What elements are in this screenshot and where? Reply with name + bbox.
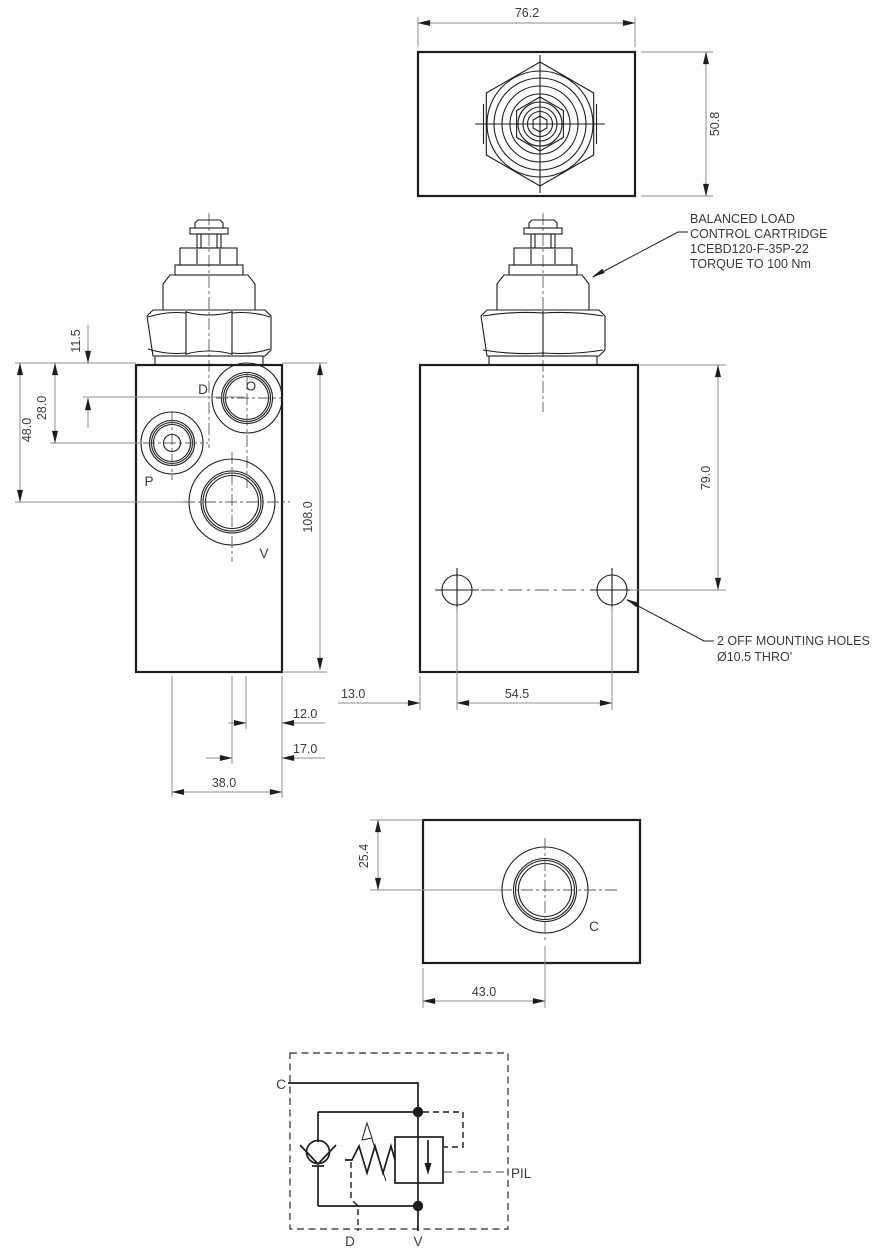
- top-view-hex-cartridge: [475, 55, 605, 193]
- dim-48-0: 48.0: [20, 417, 34, 443]
- front-port-d: [198, 363, 282, 488]
- adjustment-arrowhead: [362, 1123, 372, 1140]
- relief-valve-box: [395, 1137, 443, 1183]
- dim-43-0: 43.0: [471, 985, 497, 999]
- dim-25-4: 25.4: [357, 843, 371, 869]
- side-view: [338, 212, 870, 710]
- dim-28-0: 28.0: [35, 395, 49, 421]
- cartridge-note-arrowhead: [592, 269, 605, 277]
- adjustable-spring: [345, 1146, 395, 1173]
- dim-76-2: 76.2: [514, 6, 540, 20]
- check-valve-branch: [300, 1112, 418, 1206]
- check-valve-ball: [307, 1141, 330, 1164]
- cartridge-note: [592, 212, 828, 277]
- cartridge-note-line4: TORQUE TO 100 Nm: [690, 257, 811, 271]
- schematic-label-v: V: [413, 1234, 423, 1249]
- front-lock-nut: [180, 248, 237, 265]
- schematic-label-pil: PIL: [511, 1166, 532, 1181]
- side-cartridge: [481, 213, 605, 412]
- dim-54-5: 54.5: [504, 687, 530, 701]
- dim-108-0: 108.0: [301, 501, 315, 533]
- schematic-label-c: C: [276, 1077, 286, 1092]
- mounting-holes: [435, 568, 634, 612]
- top-view-width-dimension: [418, 6, 635, 47]
- mounting-note-line2: Ø10.5 THRO': [717, 650, 793, 664]
- check-valve-seat: [300, 1145, 336, 1164]
- schematic-label-d: D: [345, 1234, 355, 1249]
- bottom-dimension-port-x: [423, 946, 545, 1008]
- mounting-note-line1: 2 OFF MOUNTING HOLES: [717, 634, 870, 648]
- bottom-view: [357, 820, 640, 1008]
- top-view-height-dimension: [641, 52, 722, 196]
- port-p-label: P: [144, 474, 154, 489]
- dim-12-0: 12.0: [293, 707, 318, 721]
- front-dimensions-bottom: [172, 676, 325, 798]
- cartridge-note-line3: 1CEBD120-F-35P-22: [690, 242, 809, 256]
- side-dimension-hole-height: [630, 365, 726, 590]
- side-body-outline: [420, 365, 638, 672]
- front-port-p: [141, 412, 208, 489]
- dim-79-0: 79.0: [699, 465, 713, 491]
- port-d-label: D: [198, 382, 208, 397]
- mounting-note-arrowhead: [626, 599, 639, 607]
- bottom-dimension-port-y: [357, 820, 500, 890]
- front-dimension-height: [282, 363, 327, 672]
- hydraulic-schematic: [276, 1053, 532, 1249]
- cartridge-note-line1: BALANCED LOAD: [690, 212, 795, 226]
- cartridge-note-line2: CONTROL CARTRIDGE: [690, 227, 828, 241]
- bottom-port-c: [500, 838, 620, 942]
- schematic-c-line: [288, 1083, 418, 1137]
- flow-arrowhead: [425, 1163, 432, 1175]
- drain-line-d: [351, 1162, 358, 1231]
- dim-38-0: 38.0: [211, 776, 237, 790]
- dim-50-8: 50.8: [708, 111, 722, 137]
- bottom-body-outline: [423, 820, 640, 963]
- top-view: [418, 6, 722, 196]
- dim-11-5: 11.5: [69, 329, 83, 353]
- dim-13-0: 13.0: [341, 687, 366, 701]
- front-view: [15, 213, 327, 798]
- port-c-label: C: [589, 919, 599, 934]
- mounting-note: [626, 599, 870, 664]
- front-port-v: [183, 452, 290, 562]
- side-dimensions-bottom: [338, 607, 612, 710]
- port-v-label: V: [259, 546, 269, 561]
- dim-17-0: 17.0: [293, 742, 318, 756]
